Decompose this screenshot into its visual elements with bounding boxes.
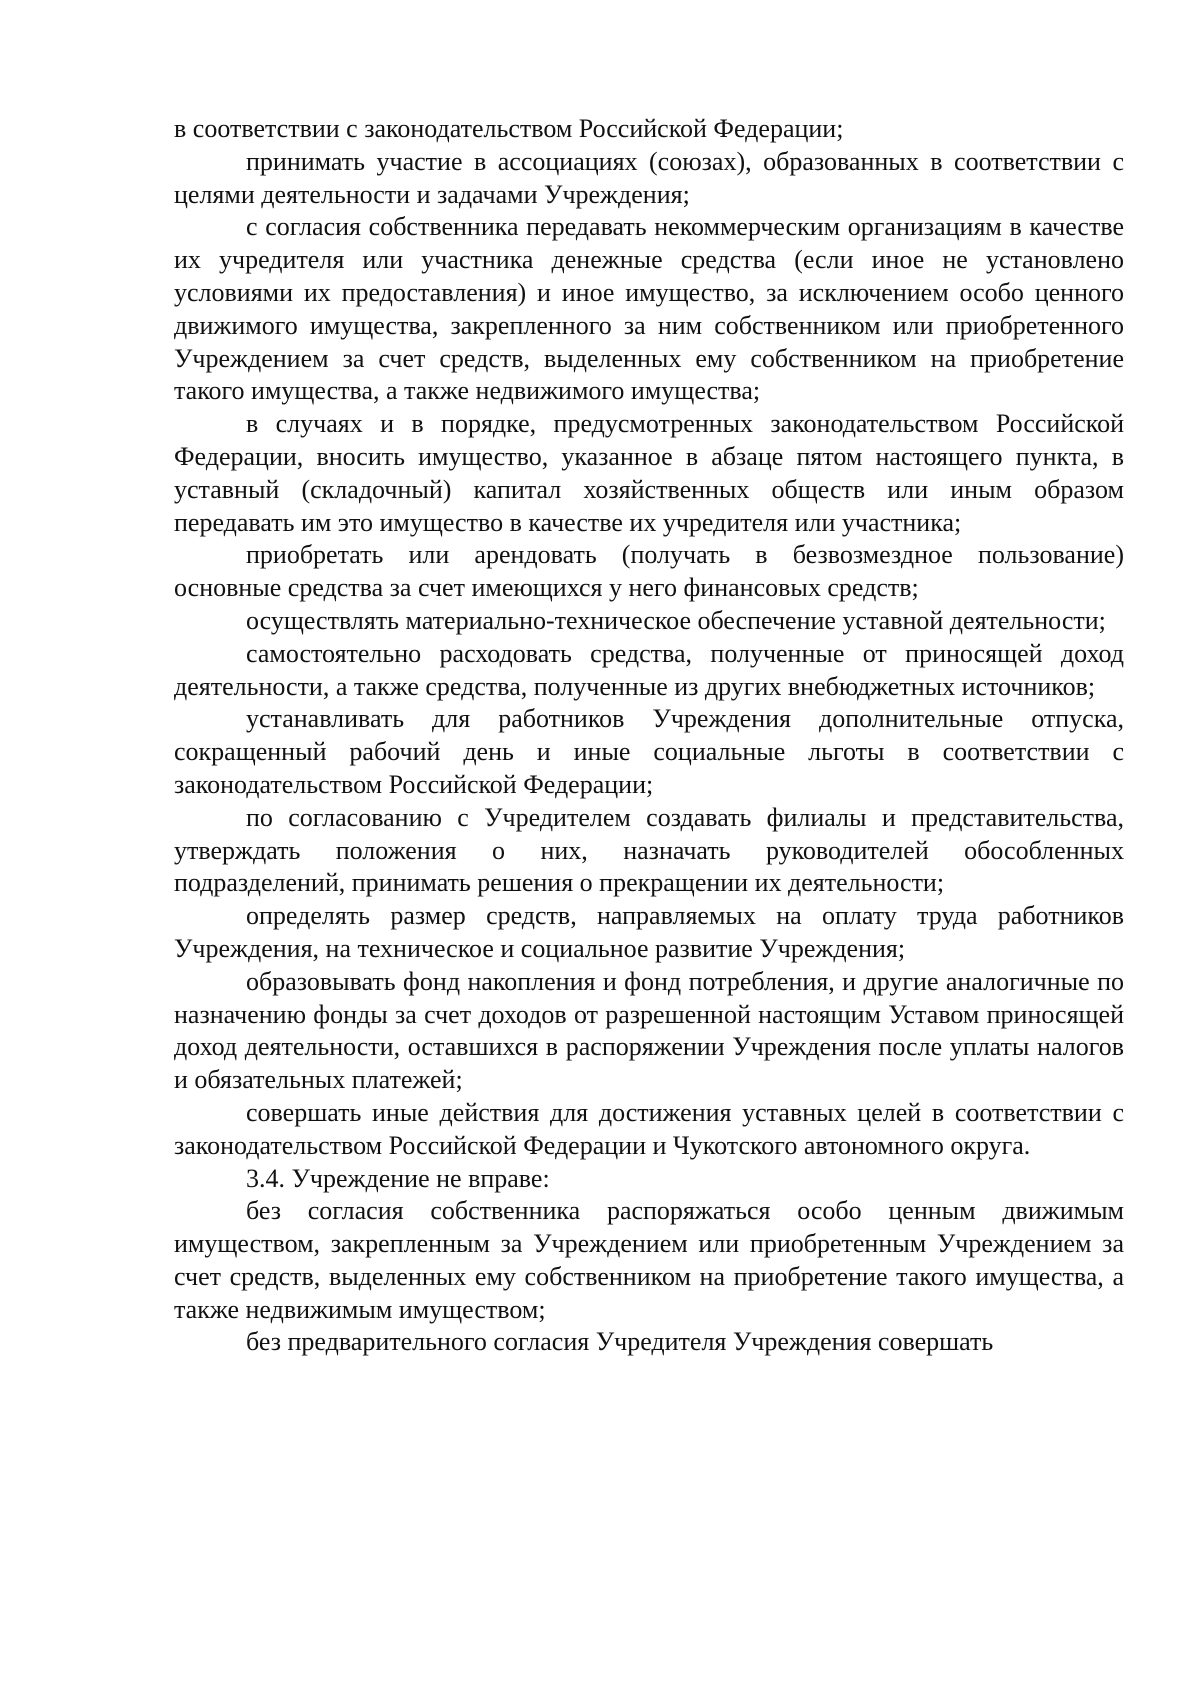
paragraph-6: осуществлять материально-техническое обеспечение уставной деятельности; [246,605,1106,635]
paragraph-10: определять размер средств, направляемых на оплату труда работников Учреждения, на техническое и социальное развитие Учреждения; [174,901,1124,963]
paragraph-4: в случаях и в порядке, предусмотренных законодательством Российской Федерации, вносить имущество, указанное в абзаце пятом настоящего пункта, в уставный (складочный) капитал хозяйственных обществ или иным образом передавать им это имущество в качестве их учредителя или участника; [174,409,1124,537]
paragraph-9: по согласованию с Учредителем создавать филиалы и представительства, утверждать положения о них, назначать руководителей обособленных подразделений, принимать решения о прекращении их деятельности; [174,802,1124,898]
paragraph-15: без предварительного согласия Учредителя Учреждения совершать [246,1327,994,1357]
paragraph-2: принимать участие в ассоциациях (союзах), образованных в соответствии с целями деятельности и задачами Учреждения; [174,146,1124,209]
paragraph-5: приобретать или арендовать (получать в безвозмездное пользование) основные средства за счет имеющихся у него финансовых средств; [174,540,1124,603]
paragraph-7: самостоятельно расходовать средства, полученные от приносящей доход деятельности, а также средства, полученные из других внебюджетных источников; [174,638,1124,701]
paragraph-11: образовывать фонд накопления и фонд потребления, и другие аналогичные по назначению фонды за счет доходов от разрешенной настоящим Уставом приносящей доход деятельности, оставшихся в распоряжении Учреждения после уплаты налогов и обязательных платежей; [174,966,1124,1095]
section-heading-3-4: 3.4. Учреждение не вправе: [246,1163,550,1193]
paragraph-3: с согласия собственника передавать некоммерческим организациям в качестве их учредителя или участника денежные средства (если иное не установлено условиями их предоставления) и иное имущество, за исключением особо ценного движимого имущества, закрепленного за ним собственником или приобретенного Учреждением за счет средств, выделенных ему собственником на приобретение такого имущества, а также недвижимого имущества; [174,212,1124,406]
paragraph-14: без согласия собственника распоряжаться особо ценным движимым имуществом, закрепленным за Учреждением или приобретенным Учреждением за счет средств, выделенных ему собственником на приобретение такого имущества, а также недвижимым имуществом; [174,1196,1124,1324]
document-body [174,113,1124,1359]
paragraph-1: в соответствии с законодательством Российской Федерации; [174,114,844,143]
paragraph-8: устанавливать для работников Учреждения дополнительные отпуска, сокращенный рабочий день и иные социальные льготы в соответствии с законодательством Российской Федерации; [174,704,1124,799]
paragraph-12: совершать иные действия для достижения уставных целей в соответствии с законодательством Российской Федерации и Чукотского автономного округа. [174,1097,1124,1160]
